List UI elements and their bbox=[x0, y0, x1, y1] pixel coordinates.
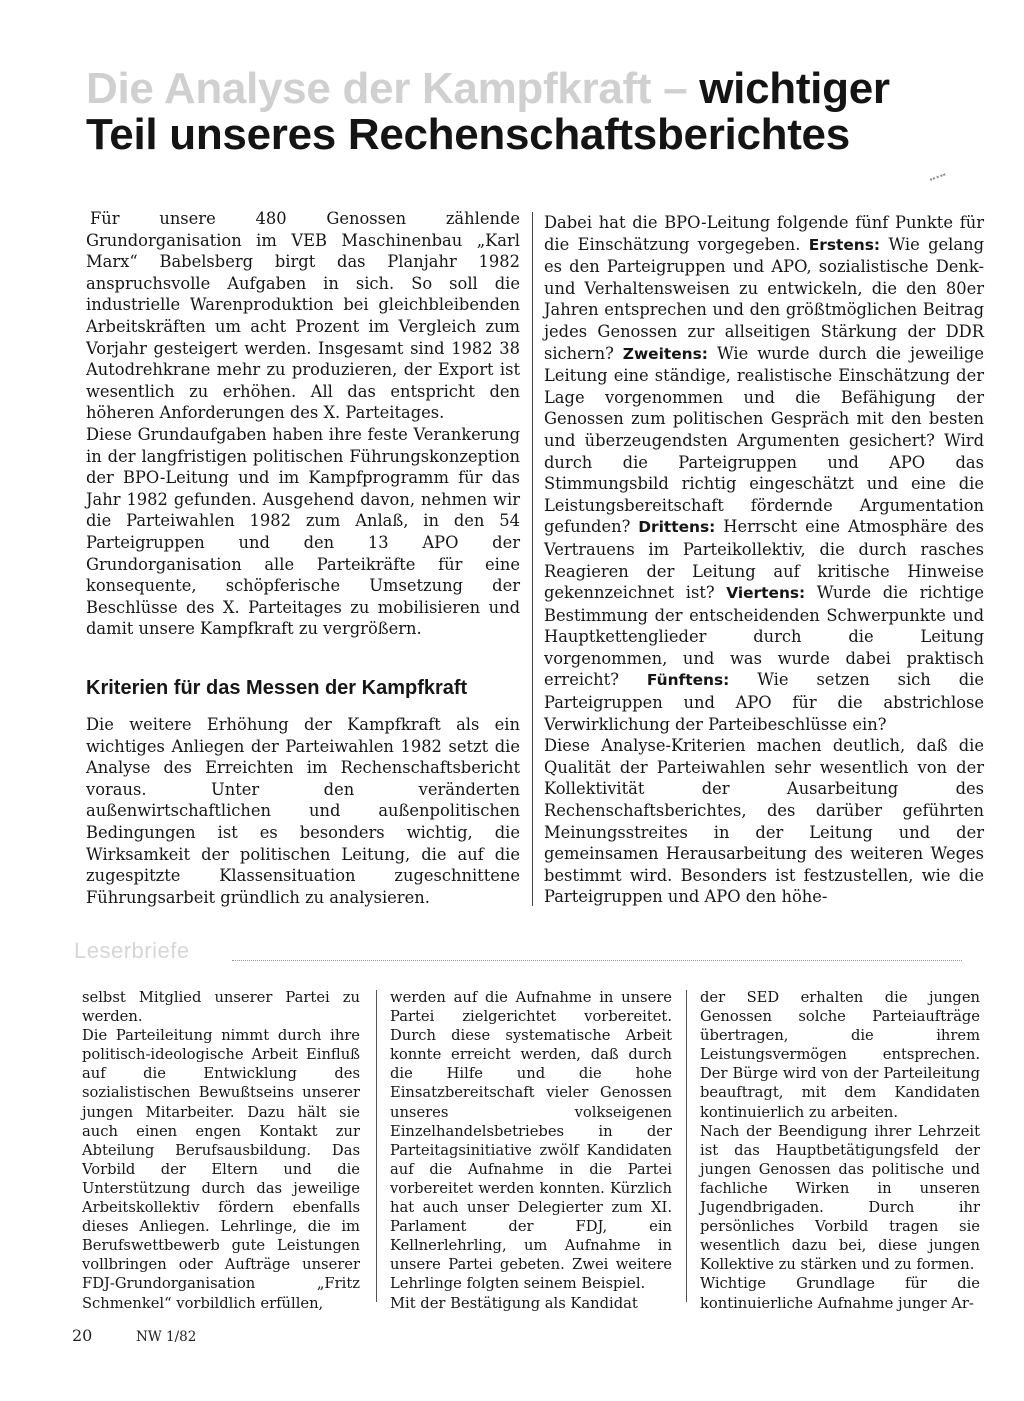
letter-paragraph: Wichtige Grundlage für die kontinuierliche Aufnahme junger Ar- bbox=[700, 1275, 980, 1312]
criterion-label: Viertens: bbox=[726, 584, 806, 603]
criterion-label: Drittens: bbox=[638, 518, 716, 537]
letters-column-divider bbox=[376, 990, 377, 1302]
column-divider bbox=[532, 212, 533, 906]
article-paragraph: Die weitere Erhöhung der Kampfkraft als ein wichtiges Anliegen der Parteiwahlen 1982 setzt die Analyse des Erreichten im Rechenschaftsbericht voraus. Unter den veränderten außenwirtschaftlichen und außenpolitischen Bedingungen ist es besonders wichtig, die Wirksamkeit der politischen Leitung, die auf die zugespitzte Klassensituation zugeschnittene Führungsarbeit gründlich zu analysieren. bbox=[86, 715, 520, 907]
criterion-text: Wie setzen sich die Parteigruppen und APO für die abstrichlose Verwirklichung der Parteibeschlüsse ein? bbox=[544, 670, 984, 734]
letter-paragraph: Die Parteileitung nimmt durch ihre politisch-ideologische Arbeit Einfluß auf die Entwicklung des sozialistischen Bewußtseins unserer jungen Mitarbeiter. Dazu hält sie auch einen engen Kontakt zur Abteilung Berufsausbildung. Das Vorbild der Eltern und die Unterstützung durch das jeweilige Arbeitskollektiv fördern ebenfalls dieses Anliegen. Lehrlinge, die im Berufswettbewerb gute Leistungen vollbringen oder Aufträge unserer FDJ-Grundorganisation „Fritz Schmenkel“ vorbildlich erfüllen, bbox=[82, 1027, 360, 1312]
headline bbox=[86, 66, 966, 158]
letters-column-divider bbox=[686, 990, 687, 1302]
letter-paragraph: Nach der Beendigung ihrer Lehrzeit ist das Hauptbetätigungsfeld der jungen Genossen das politische und fachliche Wirken in unseren Jugendbrigaden. Durch ihr persönliches Vorbild tragen sie wesentlich dazu bei, diese jungen Kollektive zu stärken und zu formen. bbox=[700, 1122, 980, 1274]
criteria-intro: Dabei hat die BPO-Leitung folgende fünf Punkte für die Einschätzung vorgegeben. bbox=[544, 213, 984, 254]
issue-label: NW 1/82 bbox=[136, 1329, 197, 1345]
letters-column-1 bbox=[82, 988, 360, 1313]
letter-paragraph: selbst Mitglied unserer Partei zu werden. bbox=[82, 989, 360, 1026]
criterion-text: Wurde die richtige Bestimmung der entscheidenden Schwerpunkte und Hauptkettenglieder durch die Leitung vorgenommen, und was wurde dabei praktisch erreicht? bbox=[544, 583, 985, 690]
letters-column-2 bbox=[390, 988, 672, 1313]
criterion-text: Herrscht eine Atmosphäre des Vertrauens im Parteikollektiv, die durch rasches Reagieren der Leitung auf kritische Hinweise gekennzeichnet ist? bbox=[544, 517, 984, 603]
print-smudge bbox=[930, 173, 946, 182]
headline-main-part: wichtiger Teil unseres Rechenschaftsberichtes bbox=[86, 64, 890, 159]
criterion-text: Wie wurde durch die jeweilige Leitung eine ständige, realistische Einschätzung der Lage vorgenommen und die Befähigung der Genossen zum politischen Gespräch mit den besten und überzeugendsten Argumenten gesichert? Wird durch die Parteigruppen und APO das Stimmungsbild richtig eingeschätzt und eine die Leistungsbereitschaft fördernde Argumentation gefunden? bbox=[544, 343, 984, 537]
page-number: 20 bbox=[72, 1326, 93, 1345]
article-paragraph: Diese Grundaufgaben haben ihre feste Verankerung in der langfristigen politischen Führungskonzeption der BPO-Leitung und im Kampfprogramm für das Jahr 1982 gefunden. Ausgehend davon, nehmen wir die Parteiwahlen 1982 zum Anlaß, in den 54 Parteigruppen und den 13 APO der Grundorganisation alle Parteikräfte für eine konsequente, schöpferische Umsetzung der Beschlüsse des X. Parteitages zu mobilisieren und damit unsere Kampfkraft zu vergrößern. bbox=[86, 424, 520, 639]
letter-paragraph: der SED erhalten die jungen Genossen solche Parteiaufträge übertragen, die ihrem Leistungsvermögen entsprechen. Der Bürge wird von der Parteileitung beauftragt, mit dem Kandidaten kontinuierlich zu arbeiten. bbox=[700, 989, 980, 1121]
criterion-label: Fünftens: bbox=[646, 671, 730, 690]
article-column-2 bbox=[544, 212, 984, 908]
letters-section-title: Leserbriefe bbox=[74, 938, 190, 963]
letters-dotted-rule bbox=[232, 960, 962, 961]
article-column-1 bbox=[86, 208, 520, 640]
criterion-label: Zweitens: bbox=[622, 344, 708, 363]
criteria-paragraph bbox=[544, 212, 984, 735]
letter-paragraph: Mit der Bestätigung als Kandidat bbox=[390, 1294, 638, 1312]
criterion-text: Wie gelang es den Parteigruppen und APO, sozialistische Denk- und Verhaltensweisen zu entwickeln, die den 80er Jahren entsprechen und den größtmöglichen Beitrag jedes Genossen zur allseitigen Stärkung der DDR sichern? bbox=[544, 234, 984, 363]
letter-paragraph: werden auf die Aufnahme in unsere Partei zielgerichtet vorbereitet. Durch diese systematische Arbeit konnte erreicht werden, daß durch die Hilfe und die hohe Einsatzbereitschaft vieler Genossen unseres volkseigenen Einzelhandelsbetriebes in der Parteitagsinitiative zwölf Kandidaten auf die Aufnahme in die Partei vorbereitet werden konnten. Kürzlich hat auch unser Delegierter zum XI. Parlament der FDJ, ein Kellnerlehrling, um Aufnahme in unsere Partei gebeten. Zwei weitere Lehrlinge folgten seinem Beispiel. bbox=[390, 989, 672, 1293]
section-subheading: Kriterien für das Messen der Kampfkraft bbox=[86, 677, 468, 699]
article-paragraph: Für unsere 480 Genossen zählende Grundorganisation im VEB Maschinenbau „Karl Marx“ Babelsberg birgt das Planjahr 1982 anspruchsvolle Aufgaben in sich. So soll die industrielle Warenproduktion bei gleichbleibenden Arbeitskräften um acht Prozent im Vergleich zum Vorjahr gesteigert werden. Insgesamt sind 1982 38 Autodrehkrane mehr zu produzieren, der Export ist wesentlich zu erhöhen. All das entspricht den höheren Anforderungen des X. Parteitages. bbox=[86, 209, 520, 423]
headline-faded-part: Die Analyse der Kampfkraft – bbox=[86, 64, 688, 113]
letters-column-3 bbox=[700, 988, 980, 1313]
article-paragraph: Diese Analyse-Kriterien machen deutlich, daß die Qualität der Parteiwahlen sehr wesentlich von der Kollektivität der Ausarbeitung des Rechenschaftsberichtes, des darüber geführten Meinungsstreites in der Leitung und der gemeinsamen Herausarbeitung des weiteren Weges bestimmt wird. Besonders ist festzustellen, wie die Parteigruppen und APO den höhe- bbox=[544, 736, 984, 907]
article-column-1-lower bbox=[86, 714, 520, 908]
criterion-label: Erstens: bbox=[808, 235, 881, 254]
